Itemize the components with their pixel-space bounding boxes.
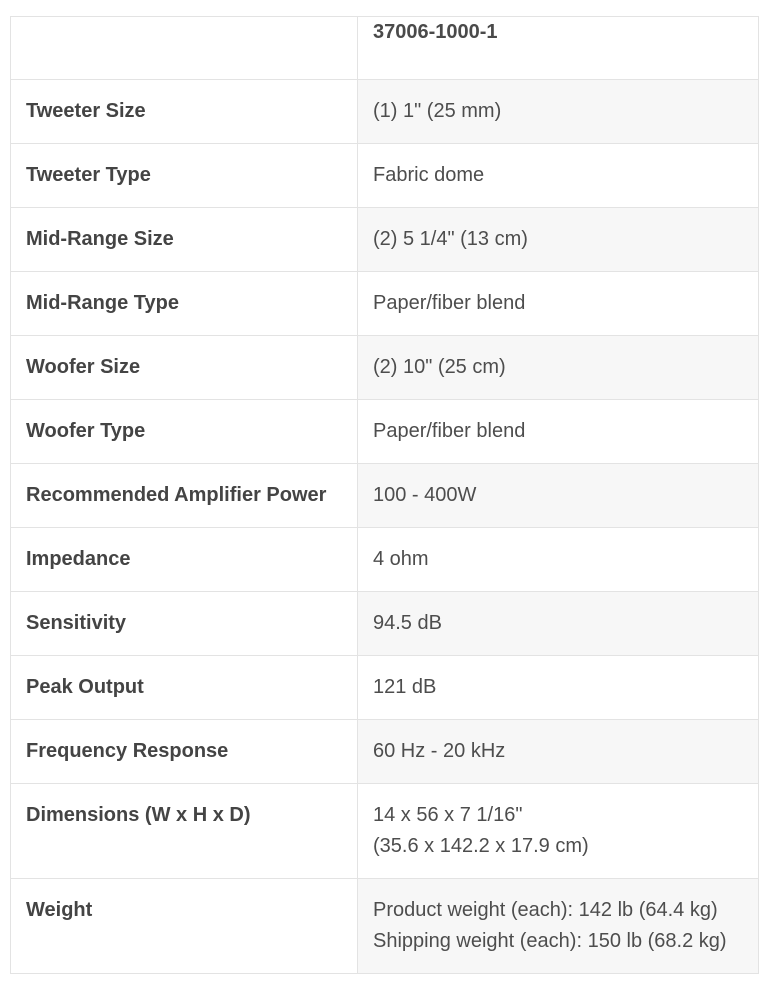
spec-value [358,272,759,336]
spec-value [358,784,759,879]
spec-value-line: Fabric dome [373,164,485,186]
table-row [11,208,759,272]
spec-value [358,336,759,400]
table-row [11,592,759,656]
table-row [11,464,759,528]
table-row [11,272,759,336]
spec-value-line: Shipping weight (each): 150 lb (68.2 kg) [373,930,727,952]
spec-value [358,528,759,592]
spec-value-line: (1) 1" (25 mm) [373,100,502,122]
spec-label: Impedance [11,528,358,592]
spec-value [358,464,759,528]
spec-value-line: (2) 10" (25 cm) [373,356,506,378]
table-row [11,784,759,879]
spec-value-line: Paper/fiber blend [373,292,526,314]
spec-value [358,592,759,656]
spec-value-line: 14 x 56 x 7 1/16" [373,804,523,826]
table-row [11,656,759,720]
spec-value [358,656,759,720]
spec-label: Mid-Range Size [11,208,358,272]
spec-value [358,80,759,144]
spec-label: Mid-Range Type [11,272,358,336]
table-row [11,720,759,784]
spec-value-line: 121 dB [373,676,437,698]
spec-value-line: Paper/fiber blend [373,420,526,442]
spec-value-line: 60 Hz - 20 kHz [373,740,506,762]
spec-label: Frequency Response [11,720,358,784]
spec-label: Woofer Type [11,400,358,464]
spec-label: Sensitivity [11,592,358,656]
spec-value-line: Product weight (each): 142 lb (64.4 kg) [373,899,718,921]
spec-label: Tweeter Size [11,80,358,144]
table-row [11,80,759,144]
table-row [11,879,759,974]
spec-value [358,879,759,974]
spec-label: Weight [11,879,358,974]
spec-value-line: 100 - 400W [373,484,477,506]
label-column-header [11,17,358,80]
table-header-row [11,17,759,80]
spec-label: Recommended Amplifier Power [11,464,358,528]
spec-value [358,208,759,272]
spec-label: Tweeter Type [11,144,358,208]
model-column-header: 37006-1000-1 [358,17,759,80]
spec-label: Dimensions (W x H x D) [11,784,358,879]
table-row [11,528,759,592]
spec-value-line: 94.5 dB [373,612,442,634]
table-row [11,400,759,464]
specs-table [10,16,759,974]
spec-value-line: (2) 5 1/4" (13 cm) [373,228,528,250]
table-row [11,336,759,400]
table-row [11,144,759,208]
spec-value-line: 4 ohm [373,548,429,570]
spec-value-line: (35.6 x 142.2 x 17.9 cm) [373,835,589,857]
spec-label: Woofer Size [11,336,358,400]
spec-value [358,144,759,208]
spec-value [358,400,759,464]
spec-label: Peak Output [11,656,358,720]
spec-value [358,720,759,784]
